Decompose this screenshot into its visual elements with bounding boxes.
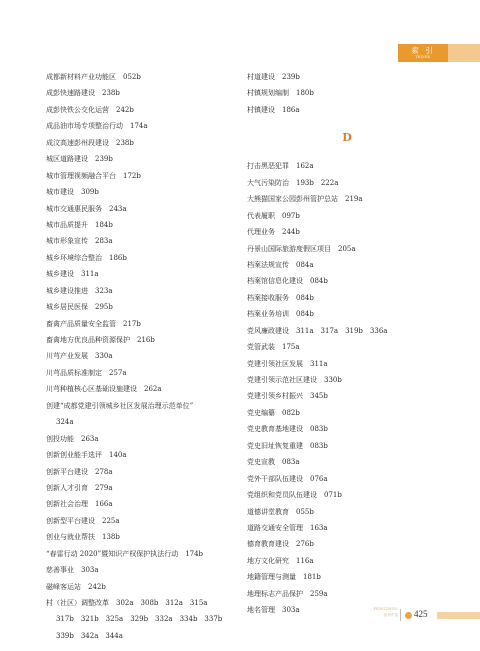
index-entry: 城乡建设推进 323a	[46, 286, 113, 295]
index-entry-continuation: 324a	[56, 418, 74, 427]
index-entry: 党风廉政建设 311a 317a 319b 336a	[247, 326, 388, 335]
index-entry: 党外干部队伍建设 076a	[247, 474, 328, 483]
index-entry: 慈善事业 303a	[46, 566, 99, 575]
index-entry: 村道建设 239b	[247, 73, 300, 81]
index-entry: 创业与就业帮扶 138b	[46, 533, 120, 542]
index-entry: 创投功能 263a	[46, 434, 99, 443]
index-entry: 成彭快铁公交化运营 242b	[46, 105, 134, 114]
index-entry: 党史宣教 083a	[247, 458, 300, 467]
index-entry: 川芎品质标准制定 257a	[46, 368, 127, 377]
footer-band	[437, 612, 480, 619]
index-entry: 城市形象宣传 283a	[46, 237, 113, 246]
index-column-right	[247, 69, 447, 619]
footer-org: 彭州年鉴	[384, 613, 398, 617]
footer-org-en: PENGZHOU	[373, 607, 398, 611]
section-title: 索 引	[411, 46, 435, 55]
index-entry: 创新人才引育 279a	[46, 483, 113, 492]
index-entry: 畜禽地方优良品种资源保护 216b	[46, 336, 155, 344]
index-entry: 创新平台建设 278a	[46, 467, 113, 476]
index-entry: 创新型平台建设 225a	[46, 516, 120, 525]
footer-divider	[400, 609, 401, 621]
index-entry: 档案法规宣传 084a	[247, 260, 314, 269]
index-entry: 大熊猫国家公园彭州管护总站 219a	[247, 195, 363, 204]
index-entry: 道路交通安全管理 163a	[247, 523, 328, 532]
index-entry: 村镇建设 186a	[247, 105, 300, 114]
index-entry: 党管武装 175a	[247, 343, 300, 352]
index-entry: 党建引领示范社区建设 330b	[247, 376, 342, 384]
index-entry: 档案馆信息化建设 084b	[247, 277, 328, 286]
footer-dot-icon	[405, 612, 412, 619]
index-entry: 畜禽产品质量安全监管 217b	[46, 319, 141, 328]
index-entry: 地名管理 303a	[247, 606, 300, 615]
index-entry: 城乡建设 311a	[46, 270, 99, 279]
index-entry: 城市管理视频融合平台 172b	[46, 171, 141, 180]
index-entry: 地籍管理与测量 181b	[247, 573, 321, 582]
index-entry: 档案接收服务 084b	[247, 293, 314, 302]
index-entry: 丹景山国际旅游度假区项目 205a	[247, 244, 356, 253]
index-entry: 党史教育基地建设 083b	[247, 425, 328, 434]
index-entry: 党组织和党员队伍建设 071b	[247, 491, 342, 500]
index-entry: 地方文化研究 116a	[247, 556, 314, 565]
index-entry-continuation: 317b 321b 325a 329b 332a 334b 337b	[56, 615, 223, 624]
index-entry: 创新创业能手选评 140a	[46, 451, 127, 460]
index-entry: 创新社会治理 166a	[46, 500, 113, 509]
index-entry: 城市建设 309b	[46, 188, 99, 197]
index-entry: 创建“成都党建引领城乡社区发展治理示范单位”	[46, 401, 194, 410]
index-entry: 城区道路建设 239b	[46, 155, 113, 164]
index-entry: 成汶高速彭州段建设 238b	[46, 138, 134, 147]
index-entry: 德育教育建设 276b	[247, 540, 314, 549]
index-entry: 党建引领社区发展 311a	[247, 359, 328, 368]
index-entry: 村镇规划编制 180b	[247, 89, 314, 98]
index-entry: 代理业务 244b	[247, 228, 300, 237]
index-entry: 川芎种植核心区基础设施建设 262a	[46, 385, 162, 394]
section-subtitle: INDEX	[415, 55, 431, 59]
index-entry: 磁峰客运站 242b	[46, 582, 106, 591]
page-number: 425	[414, 609, 428, 619]
index-entry: 道德讲堂教育 055b	[247, 507, 314, 516]
index-entry: 党史旧址恢复重建 083b	[247, 441, 328, 450]
index-entry: 城市品质提升 184b	[46, 220, 113, 229]
index-entry: 川芎产业发展 330a	[46, 352, 113, 361]
index-entry: 村（社区）调整改革 302a 308b 312a 315a	[46, 599, 208, 607]
index-entry: 城市交通惠民服务 243a	[46, 204, 127, 213]
index-entry: 成品油市场专项整治行动 174a	[46, 122, 148, 131]
index-entry: 代表履职 097b	[247, 211, 300, 220]
section-letter: D	[342, 131, 352, 145]
index-entry: 党史编纂 082b	[247, 408, 300, 417]
header-band	[448, 44, 480, 62]
index-entry-continuation: 339b 342a 344a	[56, 631, 123, 640]
index-entry: 成都新材料产业功能区 052b	[46, 73, 141, 81]
index-column-left	[46, 69, 242, 644]
index-entry: 成彭快速路建设 238b	[46, 89, 120, 98]
index-entry: 城乡环境综合整治 186b	[46, 253, 127, 262]
index-entry: “春雷行动 2020”暨知识产权保护执法行动 174b	[46, 549, 204, 558]
index-entry: 城乡居民医保 295b	[46, 303, 113, 312]
index-entry: 地理标志产品保护 259a	[247, 589, 328, 598]
index-entry: 档案业务培训 084b	[247, 310, 314, 319]
index-entry: 党建引领乡村振兴 345b	[247, 392, 328, 401]
index-entry: 打击黑恶犯罪 162a	[247, 162, 314, 171]
index-entry: 大气污染防治 193b 222a	[247, 178, 339, 187]
